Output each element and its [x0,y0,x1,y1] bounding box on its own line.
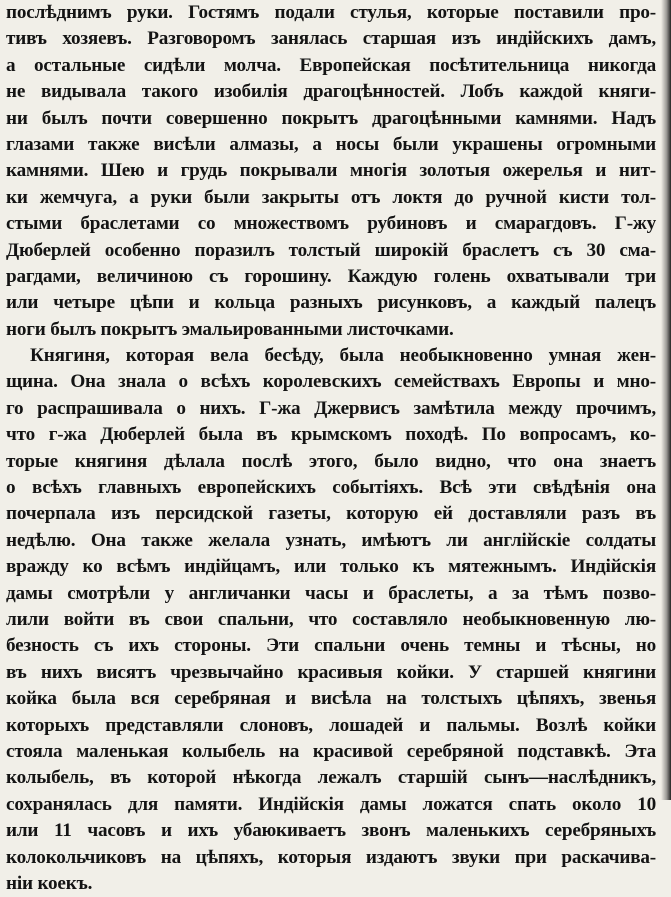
text-line: недѣлю. Она также желала узнать, имѣютъ ли англійскіе солдаты [6,529,656,551]
text-line: торые княгиня дѣлала послѣ этого, было видно, что она знаетъ [6,450,656,472]
text-line: не видывала такого изобилія драгоцѣнностей. Лобъ каждой княги- [6,81,656,103]
text-line: о всѣхъ главныхъ европейскихъ событіяхъ. Всѣ эти свѣдѣнія она [6,477,656,499]
text-line: глазами также висѣли алмазы, а носы были украшены огромными [6,133,656,155]
text-line: колокольчиковъ на цѣпяхъ, которыя издаютъ звуки при раскачива- [6,846,656,868]
text-line: ноги былъ покрытъ эмальированными листочками. [6,318,454,340]
text-line: тивъ хозяевъ. Разговоромъ занялась старшая изъ индійскихъ дамъ, [6,28,656,50]
text-line: въ нихъ висятъ чрезвычайно красивыя койки. У старшей княгини [6,661,656,683]
text-line: или четыре цѣпи и кольца разныхъ рисунковъ, а каждый палецъ [6,292,656,314]
text-line: койка была вся серебряная и висѣла на толстыхъ цѣпяхъ, звенья [6,688,656,710]
text-line: Княгиня, которая вела бесѣду, была необыкновенно умная жен- [30,345,656,367]
text-line: что г-жа Дюберлей была въ крымскомъ походѣ. По вопросамъ, ко- [6,424,656,446]
text-line: или 11 часовъ и ихъ убаюкиваетъ звонъ маленькихъ серебряныхъ [6,820,656,842]
text-line: го распрашивала о нихъ. Г-жа Джервисъ замѣтила между прочимъ, [6,397,656,419]
text-line: колыбель, въ которой нѣкогда лежалъ старшій сынъ—наслѣдникъ, [6,767,656,789]
body-text [6,0,656,897]
text-line: стояла маленькая колыбель на красивой серебряной подставкѣ. Эта [6,740,656,762]
text-line: а остальные сидѣли молча. Европейская посѣтительница никогда [6,54,656,76]
text-line: вражду ко всѣмъ индійцамъ, или только къ мятежнымъ. Индійскія [6,556,656,578]
text-line: рагдами, величиною съ горошину. Каждую голень охватывали три [6,265,656,287]
text-line: лили войти въ свои спальни, что составляло необыкновенную лю- [6,608,656,630]
text-line: безность съ ихъ стороны. Эти спальни очень темны и тѣсны, но [6,635,656,657]
text-line: Дюберлей особенно поразилъ толстый широкій браслетъ съ 30 сма- [6,239,656,261]
text-line: камнями. Шею и грудь покрывали многія золотыя ожерелья и нит- [6,160,656,182]
text-line: щина. Она знала о всѣхъ королевскихъ семействахъ Европы и мно- [6,371,656,393]
text-line: стыми браслетами со множествомъ рубиновъ и смарагдовъ. Г-жу [6,213,656,235]
page-edge-shadow [661,0,671,800]
text-line: ніи коекъ. [6,872,93,894]
text-line: послѣднимъ руки. Гостямъ подали стулья, которые поставили про- [6,2,656,23]
text-line: ки жемчуга, а руки были закрыты отъ локтя до ручной кисти тол- [6,186,656,208]
text-line: которыхъ представляли слоновъ, лошадей и пальмы. Возлѣ койки [6,714,656,736]
text-line: ни былъ почти совершенно покрытъ драгоцѣнными камнями. Надъ [6,107,656,129]
text-line: сохранялась для памяти. Индійскія дамы ложатся спать около 10 [6,793,656,815]
text-line: почерпала изъ персидской газеты, которую ей доставляли разъ въ [6,503,656,525]
text-line: дамы смотрѣли у англичанки часы и браслеты, а за тѣмъ позво- [6,582,656,604]
